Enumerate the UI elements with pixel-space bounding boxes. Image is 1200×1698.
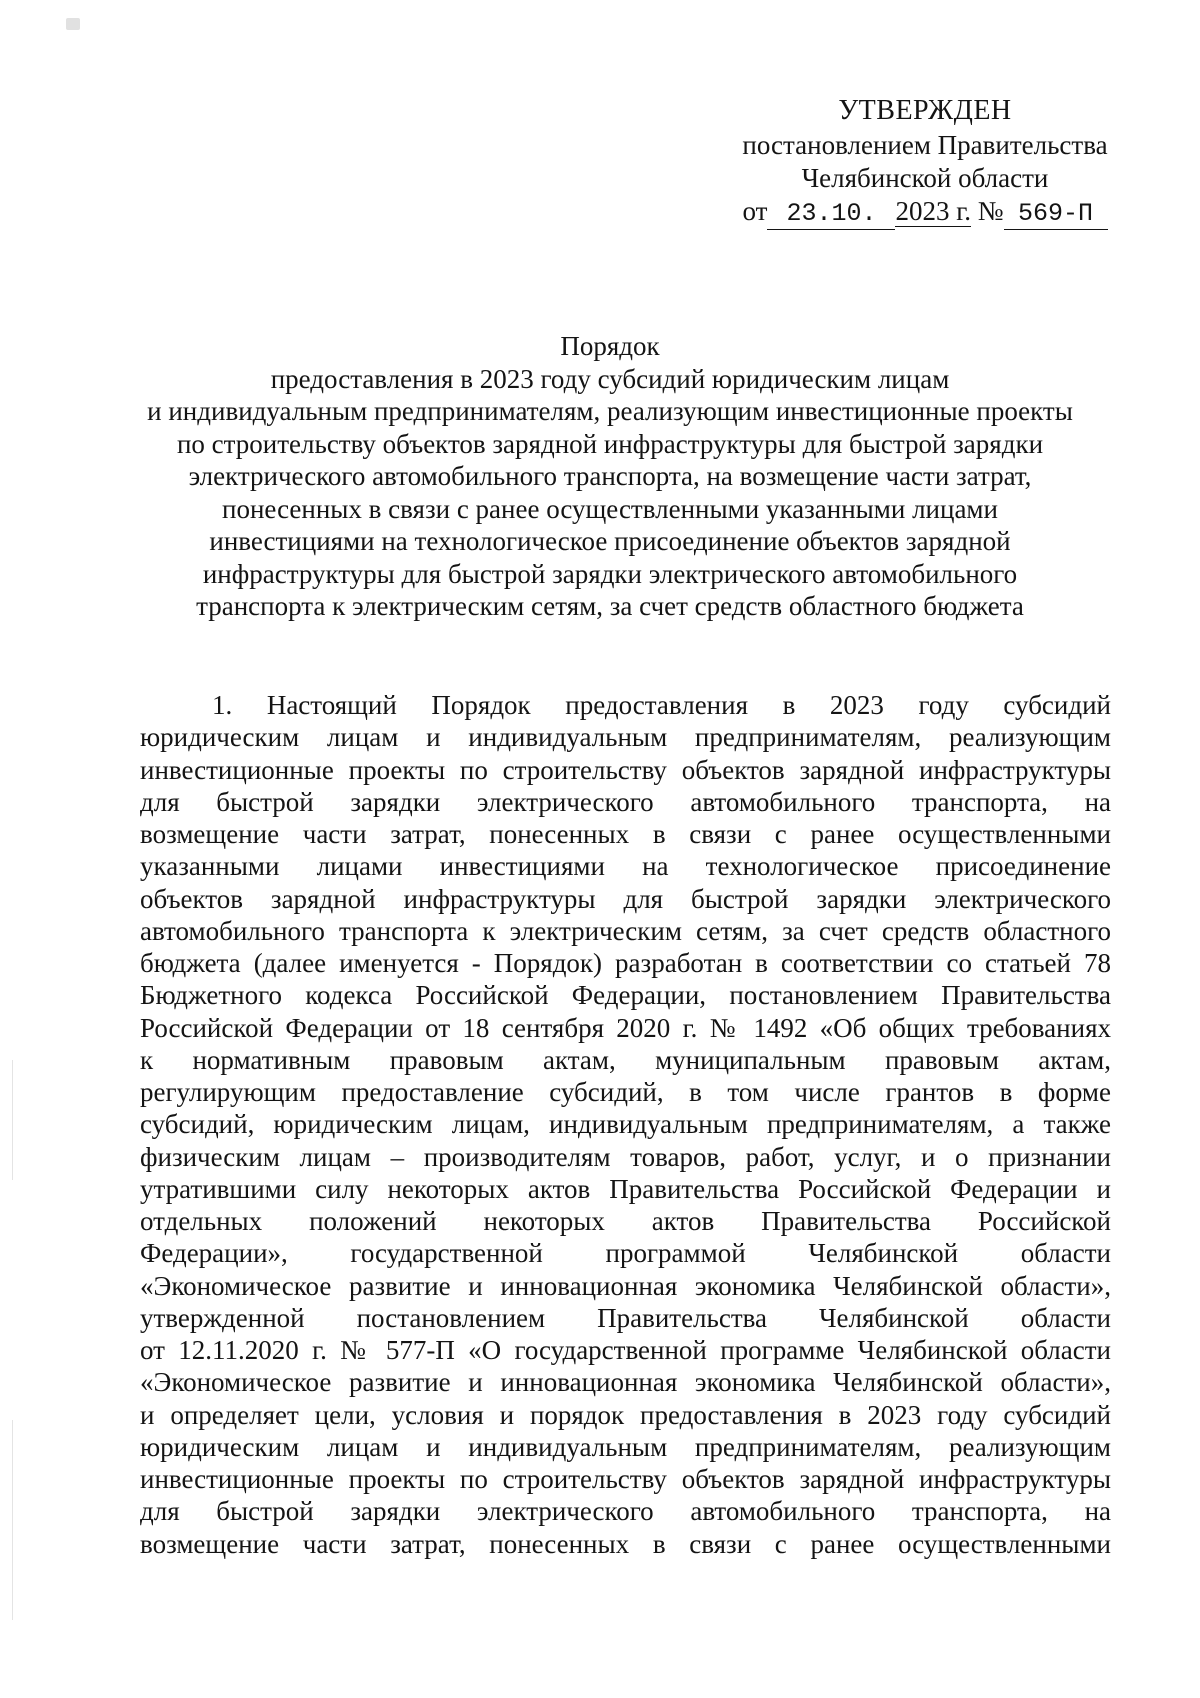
scan-edge-mark	[12, 1060, 13, 1180]
paragraph-line: утратившими силу некоторых актов Правительства Российской Федерации и	[140, 1173, 1111, 1204]
title-heading: Порядок	[560, 331, 660, 361]
paragraph-line: для быстрой зарядки электрического автомобильного транспорта, на	[140, 786, 1111, 817]
paragraph-line: регулирующим предоставление субсидий, в том числе грантов в форме	[140, 1077, 1111, 1107]
paragraph-1	[140, 689, 1111, 1560]
decree-date: 23.10.	[767, 199, 895, 230]
paragraph-line: отдельных положений некоторых актов Правительства Российской	[140, 1206, 1111, 1236]
approval-heading: УТВЕРЖДЕН	[838, 95, 1012, 126]
paragraph-line: Федерации», государственной программой Челябинской области	[140, 1238, 1111, 1269]
paragraph-line: субсидий, юридическим лицам, индивидуальным предпринимателям, а также	[140, 1109, 1111, 1140]
paragraph-line: инвестиционные проекты по строительству объектов зарядной инфраструктуры	[140, 754, 1111, 785]
number-prefix: №	[977, 196, 1004, 226]
title-line: предоставления в 2023 году субсидий юридическим лицам	[270, 363, 950, 394]
paragraph-line: Российской Федерации от 18 сентября 2020 г. № 1492 «Об общих требованиях	[140, 1012, 1111, 1043]
paragraph-line: автомобильного транспорта к электрическим сетям, за счет средств областного	[140, 915, 1111, 946]
date-prefix: от	[742, 196, 768, 226]
paragraph-line: возмещение части затрат, понесенных в связи с ранее осуществленными	[140, 819, 1111, 849]
paragraph-line: утвержденной постановлением Правительства Челябинской области	[140, 1302, 1111, 1333]
paragraph-line: инвестиционные проекты по строительству объектов зарядной инфраструктуры	[140, 1464, 1111, 1494]
title-lines	[110, 363, 1110, 623]
scan-artifact	[66, 18, 80, 30]
paragraph-line: объектов зарядной инфраструктуры для быстрой зарядки электрического	[140, 883, 1111, 914]
paragraph-line: «Экономическое развитие и инновационная экономика Челябинской области»,	[140, 1270, 1111, 1301]
title-line: инвестициями на технологическое присоединение объектов зарядной	[209, 526, 1011, 556]
title-line: инфраструктуры для быстрой зарядки электрического автомобильного	[202, 558, 1018, 589]
paragraph-line: Бюджетного кодекса Российской Федерации, постановлением Правительства	[140, 980, 1111, 1011]
title-line: понесенных в связи с ранее осуществленными указанными лицами	[222, 493, 998, 524]
scan-edge-mark	[12, 1420, 13, 1620]
paragraph-line: к нормативным правовым актам, муниципальным правовым актам,	[140, 1044, 1111, 1075]
paragraph-line: для быстрой зарядки электрического автомобильного транспорта, на	[140, 1496, 1111, 1527]
title-line: транспорта к электрическим сетям, за счет средств областного бюджета	[196, 591, 1024, 621]
approval-region-line: Челябинской области	[801, 163, 1049, 193]
decree-year: 2023 г.	[895, 196, 971, 226]
paragraph-line: и определяет цели, условия и порядок предоставления в 2023 году субсидий	[140, 1399, 1111, 1430]
approval-date-line	[720, 195, 1130, 230]
paragraph-line: от 12.11.2020 г. № 577-П «О государственной программе Челябинской области	[140, 1335, 1111, 1365]
document-title	[110, 330, 1110, 623]
decree-number: 569-П	[1004, 199, 1108, 230]
paragraph-line: указанными лицами инвестициями на технологическое присоединение	[140, 851, 1111, 882]
approval-block	[720, 94, 1130, 230]
paragraph-line: 1. Настоящий Порядок предоставления в 2023 году субсидий	[212, 690, 1111, 720]
paragraph-line: «Экономическое развитие и инновационная экономика Челябинской области»,	[140, 1367, 1111, 1398]
title-line: по строительству объектов зарядной инфраструктуры для быстрой зарядки	[176, 428, 1044, 459]
title-line: электрического автомобильного транспорта, на возмещение части затрат,	[188, 461, 1032, 491]
paragraph-line: юридическим лицам и индивидуальным предпринимателям, реализующим	[140, 1431, 1111, 1462]
paragraph-line: возмещение части затрат, понесенных в связи с ранее осуществленными	[140, 1528, 1111, 1559]
title-line: и индивидуальным предпринимателям, реализующим инвестиционные проекты	[147, 396, 1073, 426]
paragraph-line: юридическим лицам и индивидуальным предпринимателям, реализующим	[140, 722, 1111, 753]
paragraph-line: физическим лицам – производителям товаров, работ, услуг, и о признании	[140, 1141, 1111, 1172]
paragraph-line: бюджета (далее именуется - Порядок) разработан в соответствии со статьей 78	[140, 948, 1111, 978]
approval-decree-line: постановлением Правительства	[742, 130, 1108, 160]
